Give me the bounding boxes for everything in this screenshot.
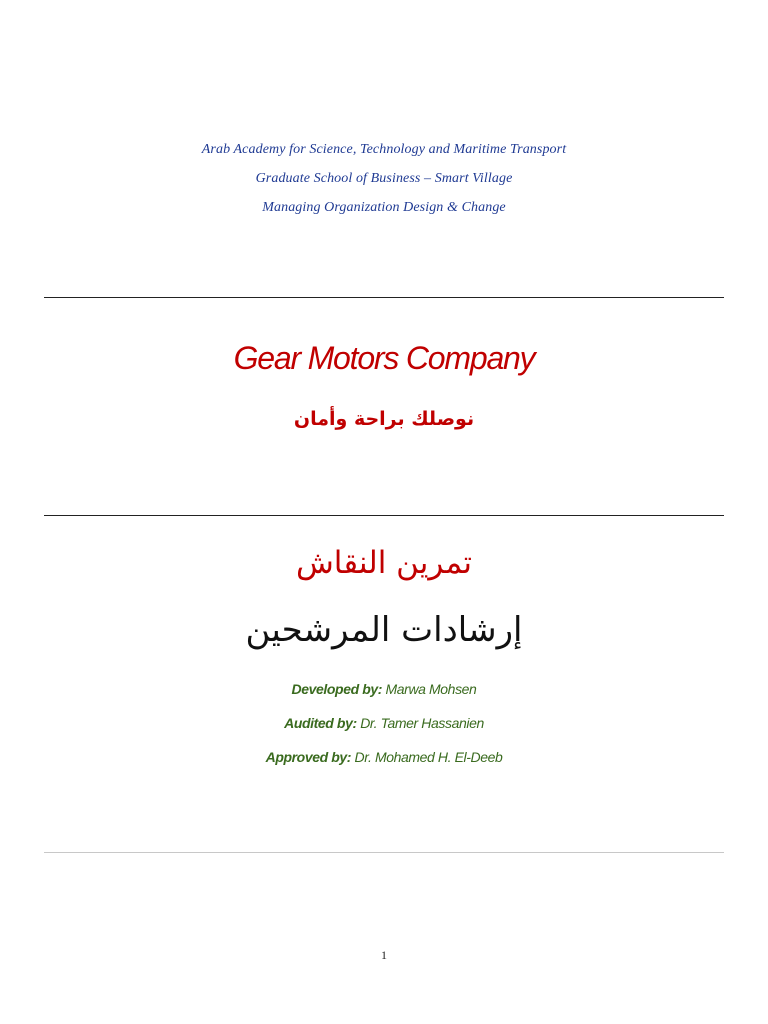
divider-top — [44, 297, 724, 298]
school-name: Graduate School of Business – Smart Village — [255, 171, 513, 186]
credit-label: Approved by: — [265, 749, 352, 765]
credit-value: Dr. Mohamed H. El-Deeb — [351, 749, 503, 765]
credit-developed — [0, 681, 768, 697]
credit-label: Audited by: — [284, 715, 357, 731]
credit-approved — [0, 749, 768, 765]
credit-value: Dr. Tamer Hassanien — [356, 715, 484, 731]
credit-audited — [0, 715, 768, 731]
divider-middle — [44, 515, 724, 516]
institution-name: Arab Academy for Science, Technology and Maritime Transport — [201, 142, 567, 157]
page-number: 1 — [381, 948, 387, 962]
exercise-title: تمرين النقاش — [295, 545, 473, 581]
divider-bottom — [44, 852, 724, 853]
document-subtitle: إرشادات المرشحين — [245, 610, 523, 650]
company-slogan: نوصلك براحة وأمان — [293, 408, 475, 430]
course-name: Managing Organization Design & Change — [262, 200, 506, 215]
credit-label: Developed by: — [291, 681, 383, 697]
company-title: Gear Motors Company — [233, 340, 535, 376]
credit-value: Marwa Mohsen — [382, 681, 477, 697]
